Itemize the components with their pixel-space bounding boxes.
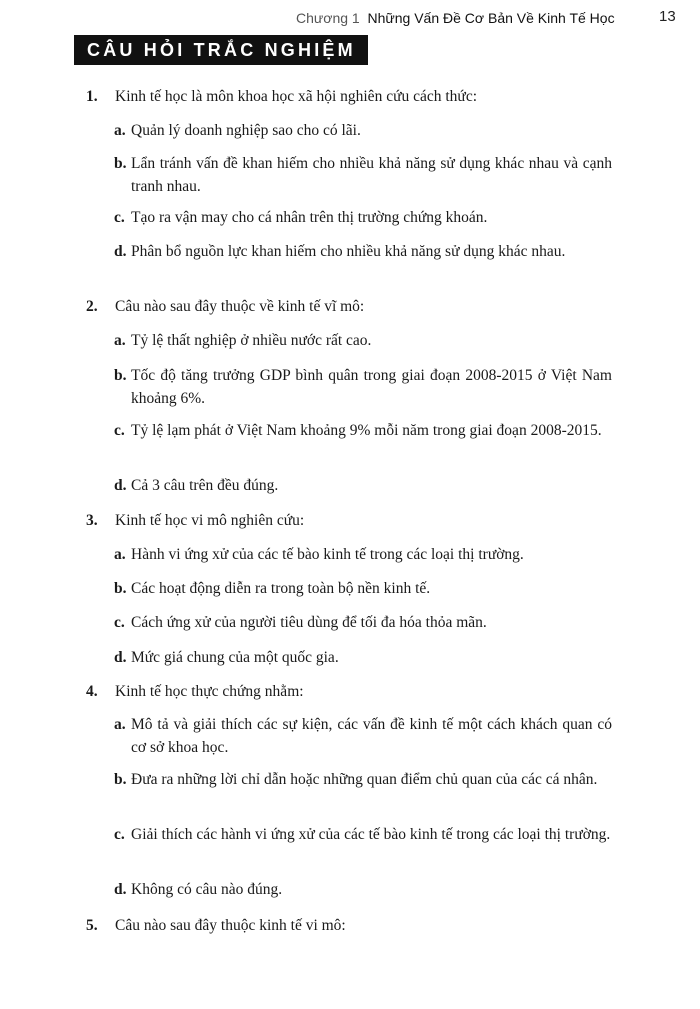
option-text: Cả 3 câu trên đều đúng. — [131, 477, 279, 494]
option-text: Quản lý doanh nghiệp sao cho có lãi. — [131, 122, 361, 139]
option-letter: c. — [114, 422, 125, 439]
option-3a — [114, 543, 612, 566]
question-text: Câu nào sau đây thuộc về kinh tế vĩ mô: — [115, 298, 365, 315]
option-letter: a. — [114, 546, 126, 563]
option-3c — [114, 611, 612, 634]
question-number: 5. — [86, 917, 98, 934]
option-letter: d. — [114, 649, 127, 666]
question-text: Kinh tế học thực chứng nhằm: — [115, 683, 304, 700]
option-1d — [114, 240, 612, 263]
option-text: Tỷ lệ lạm phát ở Việt Nam khoảng 9% mỗi năm trong giai đoạn 2008-2015. — [131, 422, 602, 439]
option-letter: c. — [114, 826, 125, 843]
option-letter: a. — [114, 332, 126, 349]
option-text: Tỷ lệ thất nghiệp ở nhiều nước rất cao. — [131, 332, 372, 349]
option-letter: b. — [114, 155, 127, 172]
option-letter: b. — [114, 771, 127, 788]
option-letter: d. — [114, 881, 127, 898]
chapter-title: Những Vấn Đề Cơ Bản Về Kinh Tế Học — [367, 10, 615, 26]
question-number: 2. — [86, 298, 98, 315]
option-text: Các hoạt động diễn ra trong toàn bộ nền kinh tế. — [131, 580, 431, 597]
option-text: Tốc độ tăng trưởng GDP bình quân trong giai đoạn 2008-2015 ở Việt Nam khoảng 6%. — [131, 367, 612, 407]
option-2d — [114, 474, 612, 497]
question-number: 3. — [86, 512, 98, 529]
running-header — [0, 8, 700, 30]
question-text: Kinh tế học vi mô nghiên cứu: — [115, 512, 305, 529]
option-4d — [114, 878, 612, 901]
option-4b — [114, 768, 612, 791]
option-letter: c. — [114, 614, 125, 631]
option-1b — [114, 152, 612, 198]
option-letter: c. — [114, 209, 125, 226]
option-text: Hành vi ứng xử của các tế bào kinh tế trong các loại thị trường. — [131, 546, 524, 563]
option-letter: b. — [114, 367, 127, 384]
option-text: Mô tả và giải thích các sự kiện, các vấn đề kinh tế một cách khách quan có cơ sở khoa học. — [131, 716, 612, 756]
option-text: Phân bổ nguồn lực khan hiếm cho nhiều khả năng sử dụng khác nhau. — [131, 243, 566, 260]
running-header-chapter — [296, 10, 615, 26]
question-number: 1. — [86, 88, 98, 105]
option-4c — [114, 823, 612, 846]
option-text: Tạo ra vận may cho cá nhân trên thị trường chứng khoán. — [131, 209, 488, 226]
option-1c — [114, 206, 612, 229]
option-text: Cách ứng xử của người tiêu dùng để tối đa hóa thỏa mãn. — [131, 614, 487, 631]
question-text: Câu nào sau đây thuộc kinh tế vi mô: — [115, 917, 346, 934]
option-letter: a. — [114, 122, 126, 139]
option-4a — [114, 713, 612, 759]
chapter-label: Chương 1 — [296, 10, 360, 26]
question-text: Kinh tế học là môn khoa học xã hội nghiên cứu cách thức: — [115, 88, 478, 105]
option-2c — [114, 419, 612, 442]
option-letter: d. — [114, 243, 127, 260]
option-letter: a. — [114, 716, 126, 733]
section-title: CÂU HỎI TRẮC NGHIỆM — [74, 35, 368, 65]
option-2a — [114, 329, 612, 352]
option-text: Giải thích các hành vi ứng xử của các tế bào kinh tế trong các loại thị trường. — [131, 826, 611, 843]
option-3b — [114, 577, 612, 600]
question-number: 4. — [86, 683, 98, 700]
option-text: Mức giá chung của một quốc gia. — [131, 649, 339, 666]
option-letter: b. — [114, 580, 127, 597]
option-3d — [114, 646, 612, 669]
option-text: Không có câu nào đúng. — [131, 881, 283, 898]
page-number: 13 — [659, 8, 676, 25]
option-text: Đưa ra những lời chỉ dẫn hoặc những quan điểm chủ quan của các cá nhân. — [131, 771, 598, 788]
option-letter: d. — [114, 477, 127, 494]
option-text: Lẩn tránh vấn đề khan hiếm cho nhiều khả năng sử dụng khác nhau và cạnh tranh nhau. — [131, 155, 612, 195]
option-1a — [114, 119, 612, 142]
option-2b — [114, 364, 612, 410]
